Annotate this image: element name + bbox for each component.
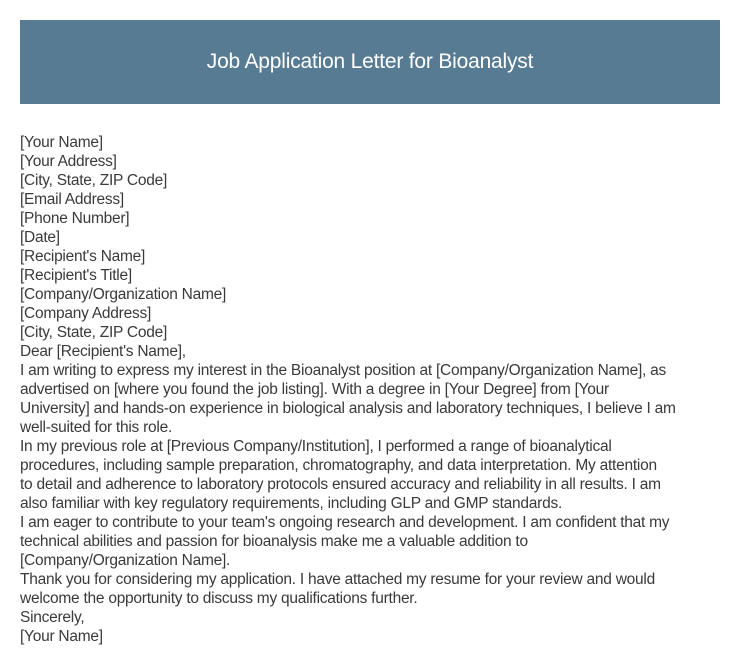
- recipient-address: [Company Address]: [20, 305, 152, 322]
- paragraph-motivation: [20, 513, 730, 570]
- paragraph-line: I am eager to contribute to your team's ongoing research and development. I am confident that my: [20, 514, 670, 531]
- paragraph-line: technical abilities and passion for bioanalysis make me a valuable addition to: [20, 533, 528, 550]
- paragraph-line: advertised on [where you found the job listing]. With a degree in [Your Degree] from [Your: [20, 381, 609, 398]
- paragraph-line: In my previous role at [Previous Company/Institution], I performed a range of bioanalytical: [20, 438, 612, 455]
- paragraph-line: to detail and adherence to laboratory protocols ensured accuracy and reliability in all results. I am: [20, 476, 661, 493]
- paragraph-line: procedures, including sample preparation, chromatography, and data interpretation. My attention: [20, 457, 657, 474]
- recipient-city-state-zip: [City, State, ZIP Code]: [20, 324, 168, 341]
- paragraph-line: well-suited for this role.: [20, 419, 173, 436]
- paragraph-experience: [20, 437, 730, 513]
- sender-name: [Your Name]: [20, 134, 103, 151]
- salutation: Dear [Recipient's Name],: [20, 343, 186, 360]
- letter-date: [Date]: [20, 229, 60, 246]
- sender-phone: [Phone Number]: [20, 210, 130, 227]
- paragraph-line: I am writing to express my interest in the Bioanalyst position at [Company/Organization Name], as: [20, 362, 666, 379]
- paragraph-closing: [20, 570, 730, 608]
- paragraph-line: welcome the opportunity to discuss my qualifications further.: [20, 590, 418, 607]
- recipient-company: [Company/Organization Name]: [20, 286, 227, 303]
- letter-body: [20, 133, 730, 646]
- recipient-block: [20, 247, 730, 342]
- paragraph-line: Thank you for considering my application. I have attached my resume for your review and would: [20, 571, 655, 588]
- paragraph-intro: [20, 361, 730, 437]
- sender-city-state-zip: [City, State, ZIP Code]: [20, 172, 168, 189]
- signature: [Your Name]: [20, 628, 103, 645]
- sender-email: [Email Address]: [20, 191, 124, 208]
- page-title: Job Application Letter for Bioanalyst: [206, 50, 534, 73]
- paragraph-line: also familiar with key regulatory requirements, including GLP and GMP standards.: [20, 495, 563, 512]
- letter-title-banner: [20, 20, 720, 104]
- paragraph-line: [Company/Organization Name].: [20, 552, 231, 569]
- recipient-title: [Recipient's Title]: [20, 267, 132, 284]
- closing: Sincerely,: [20, 609, 85, 626]
- recipient-name: [Recipient's Name]: [20, 248, 146, 265]
- sender-block: [20, 133, 730, 247]
- sender-address: [Your Address]: [20, 153, 117, 170]
- paragraph-line: University] and hands-on experience in biological analysis and laboratory techniques, I believe I am: [20, 400, 676, 417]
